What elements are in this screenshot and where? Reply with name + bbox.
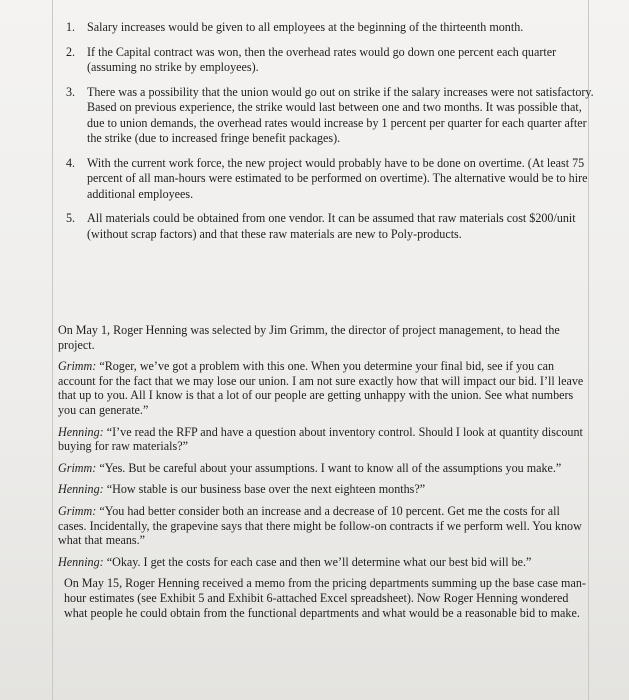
speaker-name: Henning: bbox=[58, 424, 104, 439]
item-number: 1. bbox=[66, 20, 76, 34]
list-item bbox=[66, 211, 594, 242]
speaker-name: Grimm: bbox=[58, 460, 97, 475]
dialogue-paragraph bbox=[58, 504, 591, 548]
item-number: 2. bbox=[66, 44, 76, 59]
list-item bbox=[66, 45, 594, 76]
intro-paragraph: On May 1, Roger Henning was selected by Jim Grimm, the director of project management, to head the project. bbox=[58, 323, 560, 352]
item-text: All materials could be obtained from one vendor. It can be assumed that raw materials cost $200/unit (without scrap factors) and that these raw materials are new to Poly-products. bbox=[87, 211, 576, 241]
conditions-list bbox=[66, 20, 594, 251]
dialogue-paragraph bbox=[58, 425, 591, 454]
dialogue-text: “Yes. But be careful about your assumptions. I want to know all of the assumptions you make.” bbox=[99, 460, 562, 475]
dialogue-paragraph bbox=[58, 482, 591, 497]
speaker-name: Grimm: bbox=[58, 359, 97, 374]
dialogue-text: “You had better consider both an increase and a decrease of 10 percent. Get me the costs for all cases. Incidentally, the grapevine says that there might be follow-on contracts if we perform well. You know what that means.” bbox=[58, 503, 582, 548]
dialogue-paragraph bbox=[58, 461, 591, 476]
item-number: 4. bbox=[66, 155, 76, 170]
speaker-name: Henning: bbox=[58, 554, 104, 569]
item-text: If the Capital contract was won, then the overhead rates would go down one percent each quarter (assuming no strike by employees). bbox=[87, 44, 557, 74]
narrative-section bbox=[58, 323, 591, 627]
item-text: With the current work force, the new project would probably have to be done on overtime. (At least 75 percent of all man-hours were estimated to be performed on overtime). The alternative would be to hire additional employees. bbox=[87, 155, 588, 201]
dialogue-paragraph bbox=[58, 555, 591, 570]
list-item bbox=[66, 20, 594, 36]
dialogue-text: “Roger, we’ve got a problem with this one. When you determine your final bid, see if you can account for the fact that we may lose our union. I am not sure exactly how that will impact our bid. I’ll leave that up to you. All I know is that a lot of our people are getting unhappy with the union. See what numbers you can generate.” bbox=[58, 359, 584, 417]
item-number: 3. bbox=[66, 84, 76, 99]
closing-paragraph: On May 15, Roger Henning received a memo from the pricing departments summing up the base case man-hour estimates (see Exhibit 5 and Exhibit 6-attached Excel spreadsheet). Now Roger Henning wondered what people he could obtain from the functional departments and what would be a reasonable bid to make. bbox=[64, 576, 586, 620]
list-item bbox=[66, 85, 594, 147]
dialogue-text: “I’ve read the RFP and have a question about inventory control. Should I look at quantity discount buying for raw materials?” bbox=[58, 424, 583, 454]
dialogue-paragraph bbox=[58, 359, 591, 417]
page-left-edge bbox=[52, 0, 53, 700]
speaker-name: Henning: bbox=[58, 482, 104, 497]
item-text: There was a possibility that the union would go out on strike if the salary increases were not satisfactory. Based on previous experience, the strike would last between one and two months. It was possible that, due to union demands, the overhead rates would increase by 1 percent per quarter for each quarter after the strike (due to increased fringe benefit packages). bbox=[87, 84, 594, 145]
item-number: 5. bbox=[66, 211, 76, 225]
item-text: Salary increases would be given to all employees at the beginning of the thirteenth month. bbox=[87, 20, 524, 34]
dialogue-text: “How stable is our business base over the next eighteen months?” bbox=[106, 482, 426, 497]
speaker-name: Grimm: bbox=[58, 503, 97, 518]
list-item bbox=[66, 156, 594, 203]
dialogue-text: “Okay. I get the costs for each case and then we’ll determine what our best bid will be.” bbox=[106, 554, 532, 569]
